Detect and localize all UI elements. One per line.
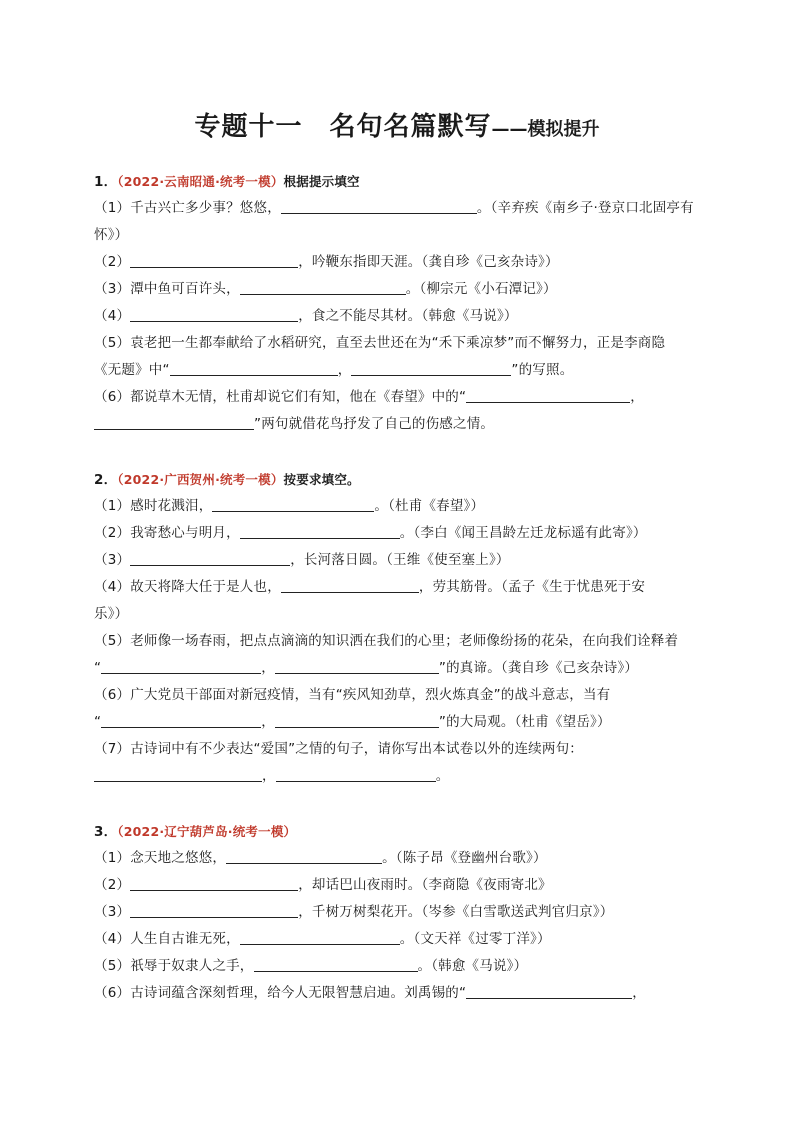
item-text: 。（陈子昂《登幽州台歌》） <box>382 850 547 866</box>
answer-blank[interactable] <box>130 902 298 918</box>
answer-blank[interactable] <box>466 387 630 403</box>
item-text: （6）都说草木无情，杜甫却说它们有知，他在《春望》中的“ <box>94 389 467 405</box>
item-text: （2） <box>94 877 131 893</box>
item-1 <box>94 195 694 222</box>
item-1 <box>94 493 694 520</box>
item-text: ， <box>261 660 275 676</box>
item-4 <box>94 303 694 330</box>
page-title <box>0 106 794 143</box>
item-text: （1）千古兴亡多少事？悠悠， <box>94 200 281 216</box>
answer-blank[interactable] <box>130 875 298 891</box>
item-text: （2） <box>94 254 131 270</box>
content <box>94 168 694 1035</box>
question-instruction: 按要求填空。 <box>283 472 360 487</box>
answer-blank[interactable] <box>94 414 254 430</box>
item-text: 。（韩愈《马说》） <box>417 958 528 974</box>
item-5 <box>94 330 694 357</box>
item-text: ， <box>337 362 352 378</box>
item-text: 。（辛弃疾《南乡子·登京口北固亭有 <box>476 200 694 216</box>
answer-blank[interactable] <box>212 496 374 512</box>
item-text: ”的真谛。（龚自珍《己亥杂诗》） <box>438 660 639 676</box>
answer-blank[interactable] <box>351 360 511 376</box>
item-6-cont <box>94 709 694 736</box>
answer-blank[interactable] <box>281 198 477 214</box>
item-3 <box>94 547 694 574</box>
item-5 <box>94 953 694 980</box>
question-source: （2022·辽宁葫芦岛·统考一模） <box>117 824 297 839</box>
item-text: （4）人生自古谁无死， <box>94 931 240 947</box>
question-2 <box>94 466 694 790</box>
item-text: 乐》） <box>94 606 129 622</box>
answer-blank[interactable] <box>466 983 632 999</box>
item-text: （1）感时花溅泪， <box>94 498 213 514</box>
question-source: （2022·云南昭通·统考一模） <box>117 174 284 189</box>
item-text: （6）古诗词蕴含深刻哲理，给今人无限智慧启迪。刘禹锡的“ <box>94 985 467 1001</box>
answer-blank[interactable] <box>130 252 298 268</box>
answer-blank[interactable] <box>130 306 298 322</box>
item-text: 。（杜甫《春望》） <box>374 498 485 514</box>
item-text: “ <box>94 714 102 730</box>
item-1-cont <box>94 222 694 249</box>
item-text: （5）祇辱于奴隶人之手， <box>94 958 254 974</box>
answer-blank[interactable] <box>276 766 436 782</box>
item-text: （1）念天地之悠悠， <box>94 850 227 866</box>
item-4-cont <box>94 601 694 628</box>
item-text: ，劳其筋骨。（孟子《生于忧患死于安 <box>418 579 646 595</box>
item-6 <box>94 980 694 1007</box>
question-source: （2022·广西贺州·统考一模） <box>117 472 284 487</box>
item-text: 。（柳宗元《小石潭记》） <box>405 281 557 297</box>
item-2 <box>94 520 694 547</box>
item-text: ， <box>261 714 275 730</box>
item-4 <box>94 926 694 953</box>
item-6 <box>94 384 694 411</box>
answer-blank[interactable] <box>275 658 439 674</box>
question-header <box>94 818 694 845</box>
item-3 <box>94 899 694 926</box>
answer-blank[interactable] <box>240 279 406 295</box>
item-5-cont <box>94 655 694 682</box>
title-main: 专题十一 名句名篇默写 <box>194 112 492 142</box>
item-text: ，食之不能尽其材。（韩愈《马说》） <box>298 308 518 324</box>
item-7-cont <box>94 763 694 790</box>
item-text: ”的大局观。（杜甫《望岳》） <box>438 714 611 730</box>
item-text: （5）老师像一场春雨，把点点滴滴的知识洒在我们的心里；老师像纷扬的花朵，在向我们诠释着 <box>94 633 679 649</box>
question-3 <box>94 818 694 1007</box>
item-7 <box>94 736 694 763</box>
item-text: 怀》） <box>94 227 129 243</box>
item-4 <box>94 574 694 601</box>
item-text: “ <box>94 660 102 676</box>
answer-blank[interactable] <box>94 766 262 782</box>
item-1 <box>94 845 694 872</box>
item-text: 。（李白《闻王昌龄左迁龙标遥有此寄》） <box>399 525 647 541</box>
answer-blank[interactable] <box>240 523 400 539</box>
item-2 <box>94 872 694 899</box>
item-text: 。 <box>435 768 450 784</box>
item-2 <box>94 249 694 276</box>
answer-blank[interactable] <box>101 658 261 674</box>
item-5-cont <box>94 357 694 384</box>
item-text: （7）古诗词中有不少表达“爱国”之情的句子，请你写出本试卷以外的连续两句： <box>94 741 583 757</box>
question-1 <box>94 168 694 438</box>
item-text: （4）故天将降大任于是人也， <box>94 579 281 595</box>
answer-blank[interactable] <box>226 848 382 864</box>
answer-blank[interactable] <box>101 712 261 728</box>
item-text: ， <box>630 389 644 405</box>
item-text: （4） <box>94 308 131 324</box>
item-3 <box>94 276 694 303</box>
item-text: 《无题》中“ <box>94 362 170 378</box>
question-number: 3． <box>94 824 118 840</box>
item-text: （3） <box>94 904 131 920</box>
item-text: ”的写照。 <box>511 362 574 378</box>
answer-blank[interactable] <box>254 956 418 972</box>
item-text: ，却话巴山夜雨时。（李商隐《夜雨寄北》 <box>298 877 552 893</box>
item-text: （5）袁老把一生都奉献给了水稻研究，直至去世还在为“禾下乘凉梦”而不懈努力，正是李商隐 <box>94 335 666 351</box>
question-number: 1． <box>94 174 118 190</box>
item-6 <box>94 682 694 709</box>
question-header <box>94 168 694 195</box>
answer-blank[interactable] <box>170 360 338 376</box>
item-text: 。（文天祥《过零丁洋》） <box>399 931 551 947</box>
answer-blank[interactable] <box>275 712 439 728</box>
answer-blank[interactable] <box>240 929 400 945</box>
title-sub: ——模拟提升 <box>491 119 600 140</box>
item-text: ，长河落日圆。（王维《使至塞上》） <box>290 552 510 568</box>
item-text: ，吟鞭东指即天涯。（龚自珍《己亥杂诗》） <box>298 254 559 270</box>
item-text: ， <box>262 768 276 784</box>
question-number: 2． <box>94 472 118 488</box>
item-6-cont <box>94 411 694 438</box>
answer-blank[interactable] <box>281 577 419 593</box>
item-5 <box>94 628 694 655</box>
item-text: （3） <box>94 552 131 568</box>
item-text: ”两句就借花鸟抒发了自己的伤感之情。 <box>254 416 495 432</box>
item-text: （6）广大党员干部面对新冠疫情，当有“疾风知劲草，烈火炼真金”的战斗意志，当有 <box>94 687 611 703</box>
item-text: （3）潭中鱼可百许头， <box>94 281 240 297</box>
item-text: ， <box>632 985 646 1001</box>
answer-blank[interactable] <box>130 550 290 566</box>
question-header <box>94 466 694 493</box>
question-instruction: 根据提示填空 <box>283 174 360 189</box>
item-text: ，千树万树梨花开。（岑参《白雪歌送武判官归京》） <box>298 904 614 920</box>
item-text: （2）我寄愁心与明月， <box>94 525 240 541</box>
